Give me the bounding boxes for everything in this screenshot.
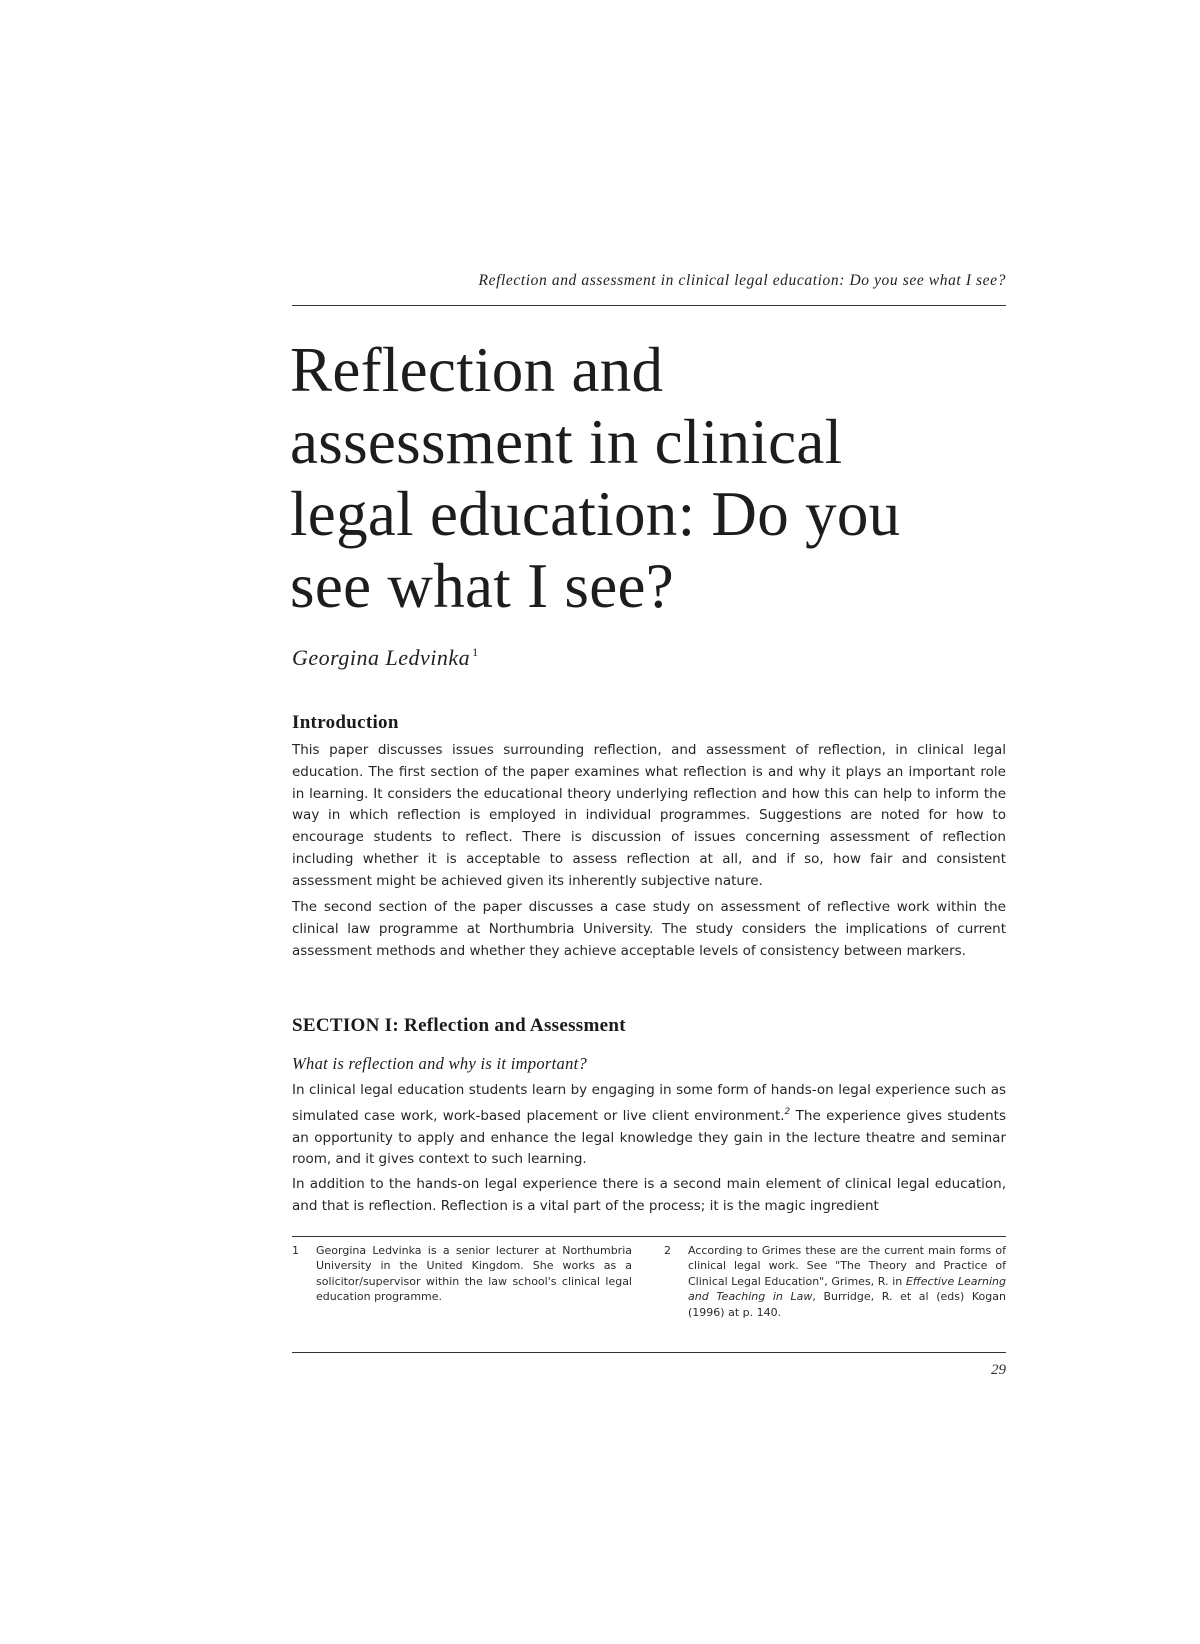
footnote-number: 2 xyxy=(664,1244,671,1257)
title-line: Reflection and xyxy=(290,335,664,405)
footnote-citation-title: Effective Learning and Teaching in Law xyxy=(688,1274,1006,1304)
footnote-rule xyxy=(292,1236,1006,1237)
author-footnote-ref: 1 xyxy=(472,645,479,659)
introduction-paragraph: This paper discusses issues surrounding reflection, and assessment of reflection, in clinical legal education. The first section of the paper examines what reflection is and why it plays an important role in learning. It considers the educational theory underlying reflection and how this can help to inform the way in which reflection is employed in individual programmes. Suggestions are noted for how to encourage students to reflect. There is discussion of issues concerning assessment of reflection including whether it is acceptable to assess reflection at all, and if so, how fair and consistent assessment might be achieved given its inherently subjective nature. xyxy=(292,742,1006,889)
title-line: see what I see? xyxy=(290,551,675,621)
section-heading: SECTION I: Reflection and Assessment xyxy=(292,1015,626,1036)
body-text: The experience gives students an opportunity to apply and enhance the legal knowledge they gain in the lecture theatre and seminar room, and it gives context to such learning. xyxy=(292,1107,1006,1168)
introduction-heading: Introduction xyxy=(292,712,399,733)
title-line: assessment in clinical xyxy=(290,407,843,477)
footnote-1 xyxy=(292,1243,632,1305)
header-rule xyxy=(292,305,1006,306)
footnote-number: 1 xyxy=(292,1244,299,1257)
author-line xyxy=(292,645,479,671)
body-text: In clinical legal education students learn by engaging in some form of hands-on legal experience such as simulated case work, work-based placement or live client environment. xyxy=(292,1082,1006,1124)
footnote-2 xyxy=(664,1243,1006,1320)
introduction-paragraph: The second section of the paper discusses a case study on assessment of reflective work within the clinical law programme at Northumbria University. The study considers the implications of current assessment methods and whether they achieve acceptable levels of consistency between markers. xyxy=(292,899,1006,959)
page-number: 29 xyxy=(991,1362,1006,1378)
paper-title xyxy=(290,334,1010,622)
footnote-text: Georgina Ledvinka is a senior lecturer at Northumbria University in the United Kingdom. She works as a solicitor/supervisor within the law school's clinical legal education programme. xyxy=(316,1244,632,1304)
body-paragraph: In addition to the hands-on legal experience there is a second main element of clinical legal education, and that is reflection. Reflection is a vital part of the process; it is the magic ingredient xyxy=(292,1176,1006,1214)
footnote-text-part: According to Grimes these are the current main forms of clinical legal work. See "The Theory and Practice of Clinical Legal Education", Grimes, R. in xyxy=(688,1244,1006,1288)
footer-rule xyxy=(292,1352,1006,1353)
author-name: Georgina Ledvinka xyxy=(292,645,471,670)
title-line: legal education: Do you xyxy=(290,479,901,549)
footnote-ref: 2 xyxy=(784,1106,791,1117)
subsection-heading: What is reflection and why is it important? xyxy=(292,1054,588,1073)
footnote-text-part: , Burridge, R. et al (eds) Kogan (1996) at p. 140. xyxy=(688,1290,1006,1319)
running-header: Reflection and assessment in clinical legal education: Do you see what I see? xyxy=(478,272,1006,289)
footnote-text xyxy=(688,1243,1006,1320)
body-paragraph xyxy=(292,1080,1006,1171)
